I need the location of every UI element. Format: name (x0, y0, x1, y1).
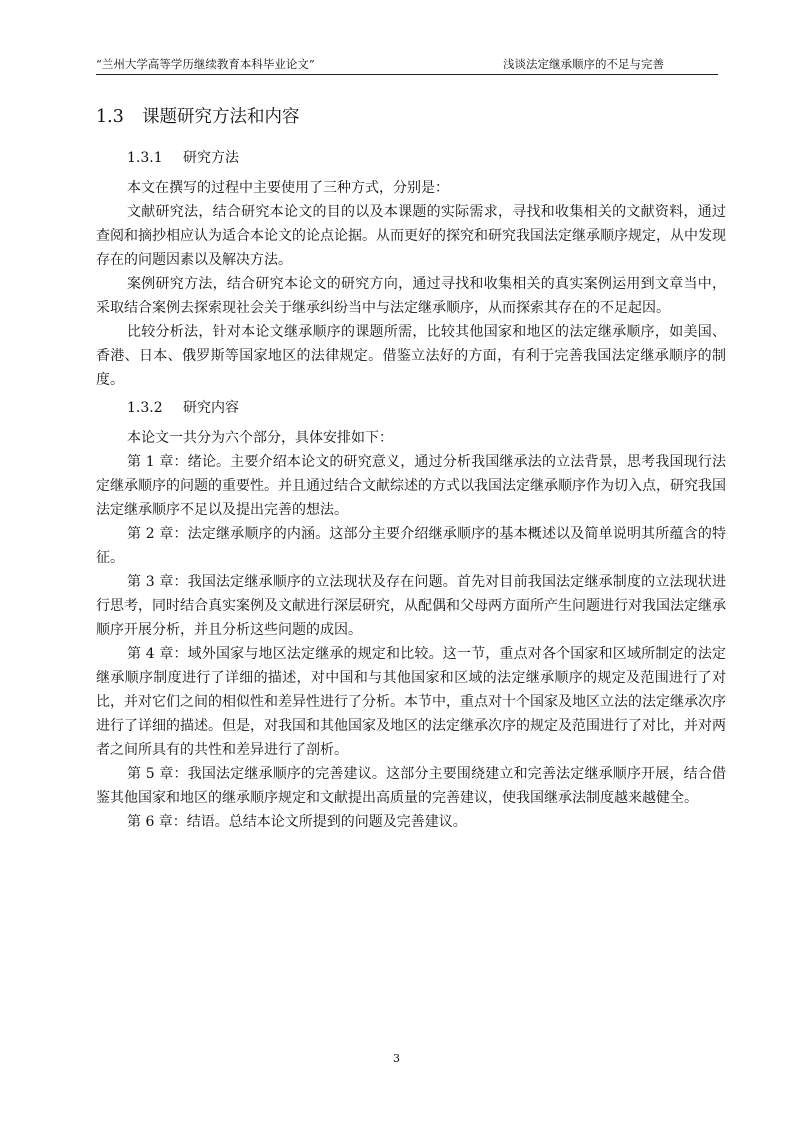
paragraph: 案例研究方法，结合研究本论文的研究方向，通过寻找和收集相关的真实案例运用到文章当中，采取结合案例去探索现社会关于继承纠纷当中与法定继承顺序，从而探索其存在的不足起因。 (96, 276, 726, 316)
page-header (96, 54, 718, 75)
section-number: 1.3 (96, 107, 124, 127)
header-thesis-label: “兰州大学高等学历继续教育本科毕业论文” (96, 57, 315, 71)
section-heading (96, 104, 726, 130)
paragraph: 第 3 章：我国法定继承顺序的立法现状及存在问题。首先对目前我国法定继承制度的立法现状进行思考，同时结合真实案例及文献进行深层研究，从配偶和父母两方面所产生问题进行对我国法定继承顺序开展分析，并且分析这些问题的成因。 (96, 574, 726, 638)
section-title: 课题研究方法和内容 (142, 107, 300, 127)
header-paper-title: 浅谈法定继承顺序的不足与完善 (503, 57, 664, 71)
page-body (96, 104, 726, 834)
subsection-heading-content (127, 398, 726, 418)
subsection-title: 研究内容 (183, 400, 239, 416)
subsection-title: 研究方法 (183, 150, 239, 166)
paragraph: 第 2 章：法定继承顺序的内涵。这部分主要介绍继承顺序的基本概述以及简单说明其所蕴含的特征。 (96, 526, 726, 566)
paragraph: 文献研究法，结合研究本论文的目的以及本课题的实际需求，寻找和收集相关的文献资料，通过查阅和摘抄相应认为适合本论文的论点论据。从而更好的探究和研究我国法定继承顺序规定，从中发现存在的问题因素以及解决方法。 (96, 204, 726, 268)
paragraph: 比较分析法，针对本论文继承顺序的课题所需，比较其他国家和地区的法定继承顺序，如美国、香港、日本、俄罗斯等国家地区的法律规定。借鉴立法好的方面，有利于完善我国法定继承顺序的制度。 (96, 324, 726, 388)
paragraph: 第 5 章：我国法定继承顺序的完善建议。这部分主要围绕建立和完善法定继承顺序开展，结合借鉴其他国家和地区的继承顺序规定和文献提出高质量的完善建议，使我国继承法制度越来越健全。 (96, 766, 726, 806)
paragraph: 第 1 章：绪论。主要介绍本论文的研究意义，通过分析我国继承法的立法背景，思考我国现行法定继承顺序的问题的重要性。并且通过结合文献综述的方式以我国法定继承顺序作为切入点，研究我国法定继承顺序不足以及提出完善的想法。 (96, 454, 726, 518)
paragraph: 本文在撰写的过程中主要使用了三种方式，分别是： (127, 180, 449, 196)
paragraph: 第 6 章：结语。总结本论文所提到的问题及完善建议。 (127, 814, 467, 830)
paragraph: 本论文一共分为六个部分，具体安排如下： (127, 430, 393, 446)
subsection-heading-methods (127, 148, 726, 168)
paragraph: 第 4 章：域外国家与地区法定继承的规定和比较。这一节，重点对各个国家和区域所制定的法定继承顺序制度进行了详细的描述，对中国和与其他国家和区域的法定继承顺序的规定及范围进行了对比，并对它们之间的相似性和差异性进行了分析。本节中，重点对十个国家及地区立法的法定继承次序进行了详细的描述。但是，对我国和其他国家及地区的法定继承次序的规定及范围进行了对比，并对两者之间所具有的共性和差异进行了剖析。 (96, 646, 726, 758)
subsection-number: 1.3.1 (127, 150, 163, 166)
page-number: 3 (393, 1052, 400, 1065)
subsection-number: 1.3.2 (127, 400, 163, 416)
